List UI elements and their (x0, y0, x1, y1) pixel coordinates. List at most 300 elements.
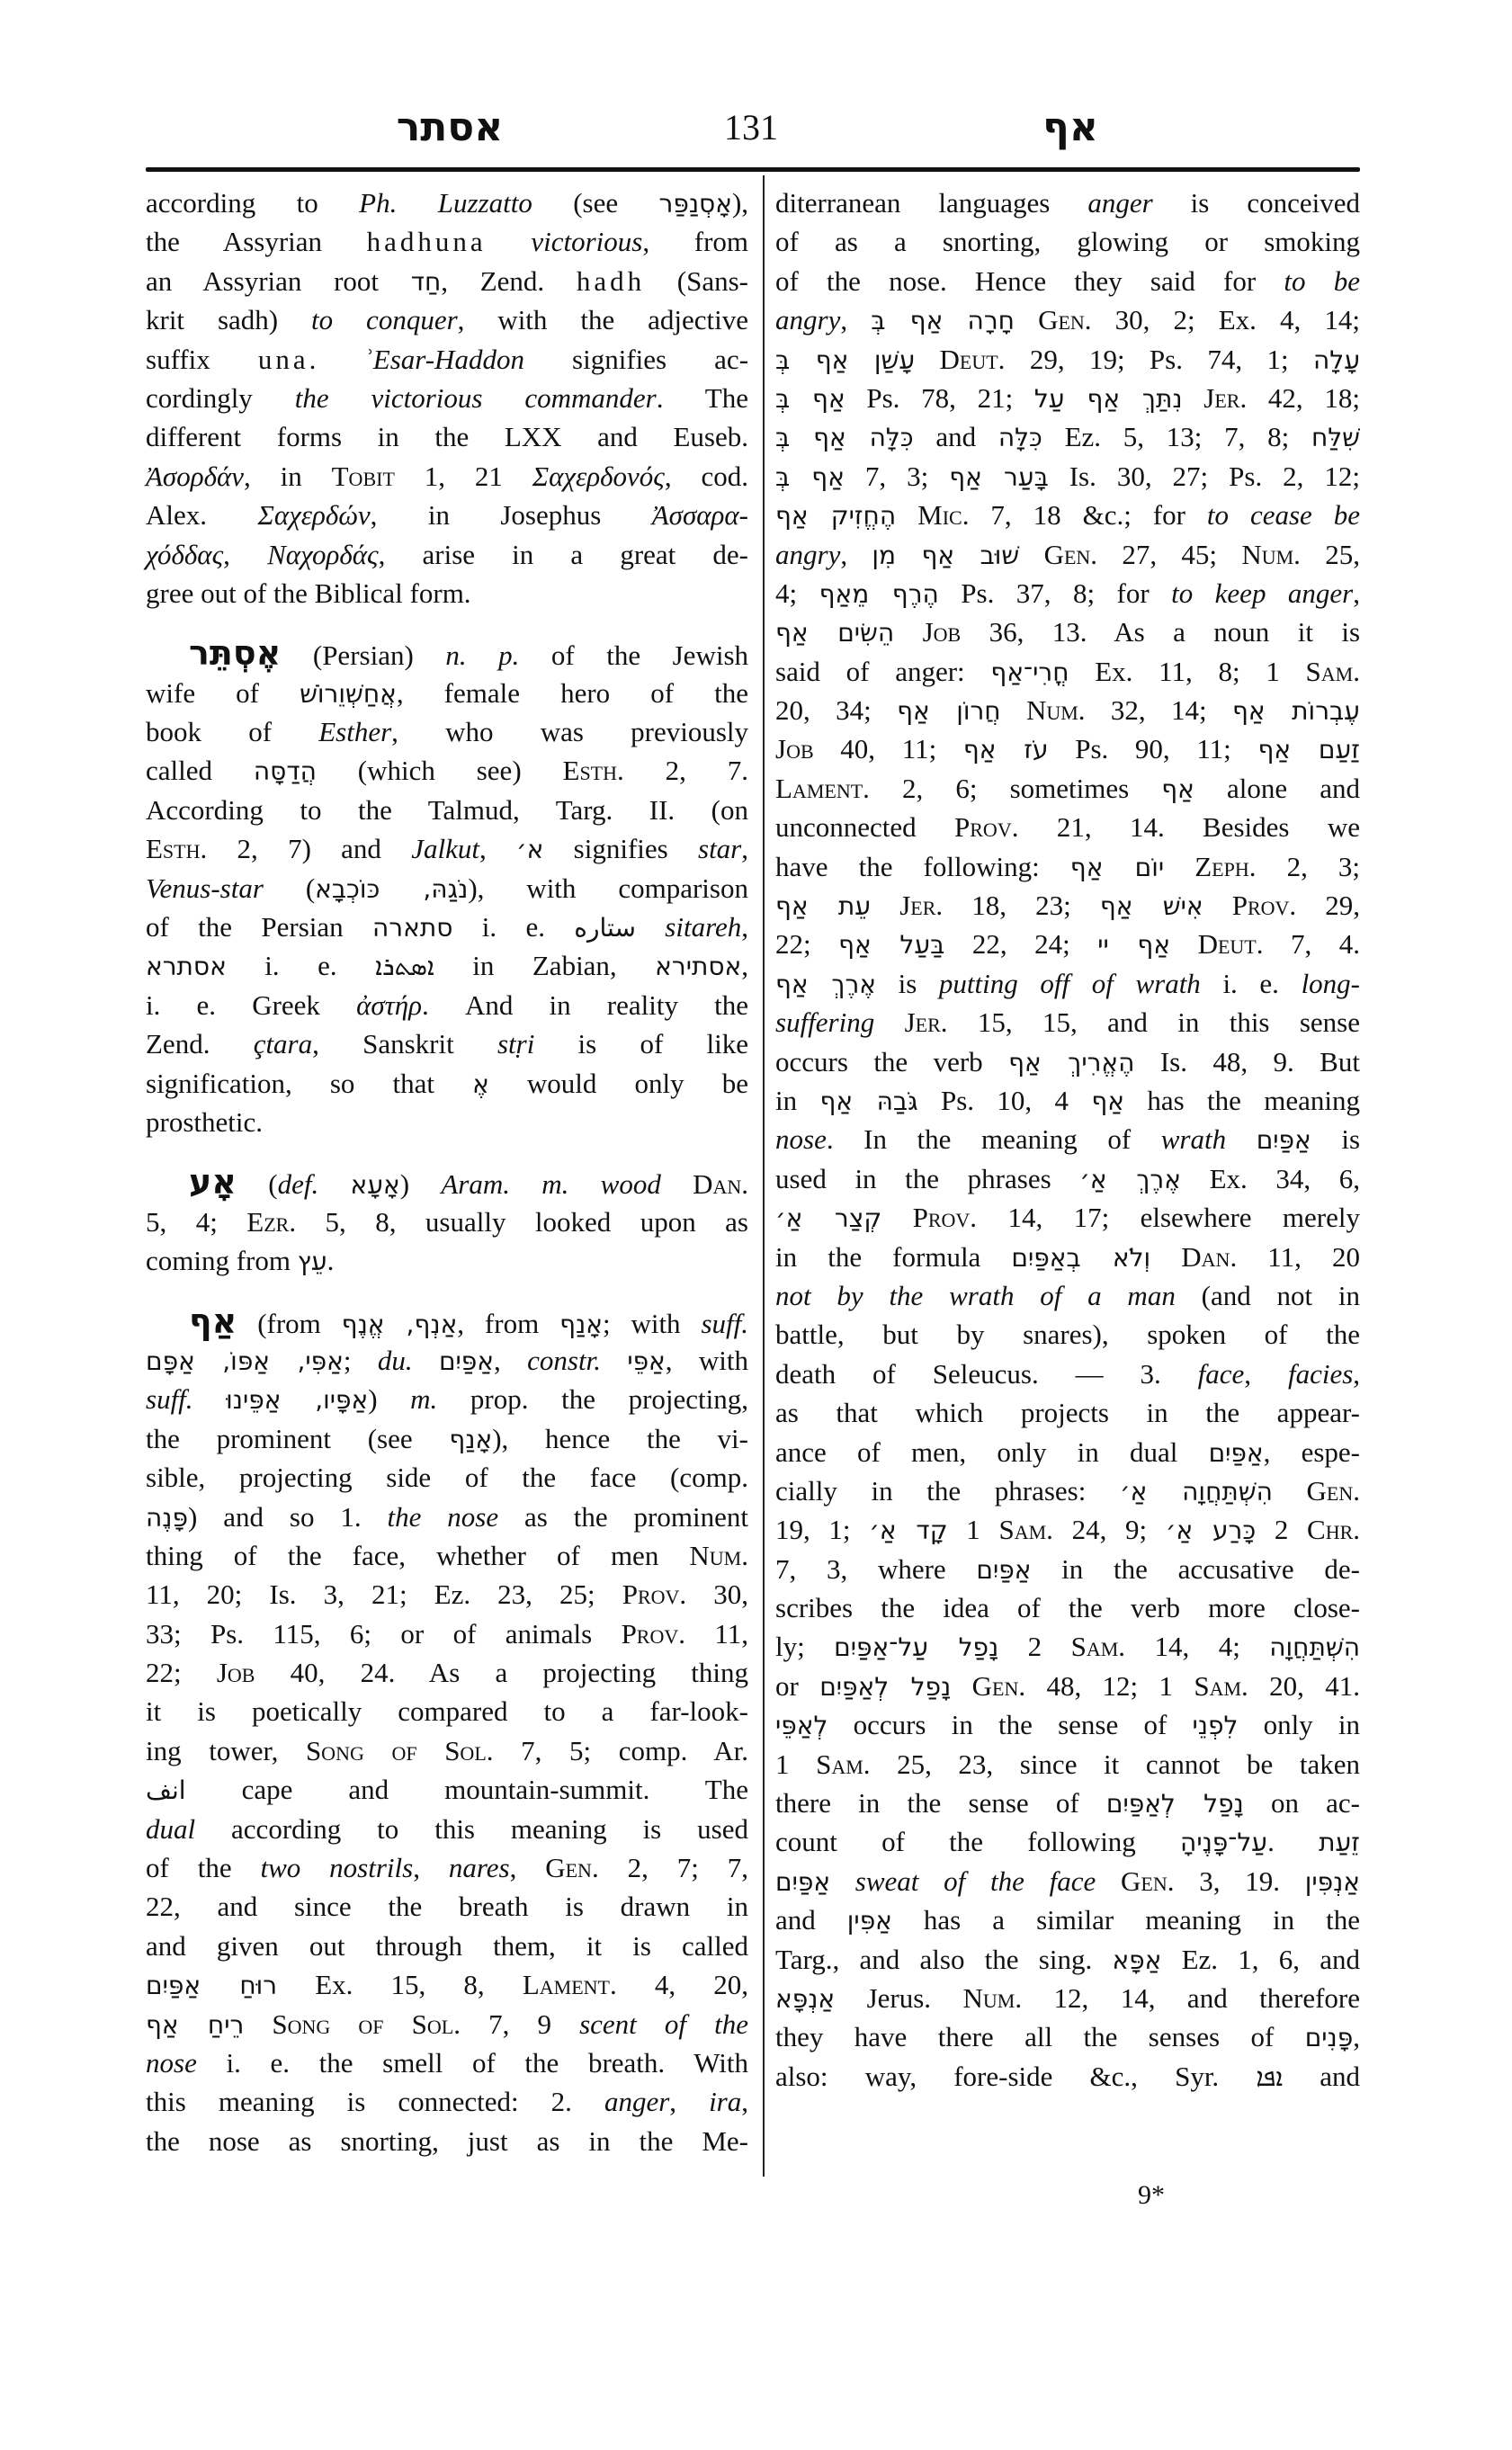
text-segment: 25, 23, since it cannot be taken (870, 1748, 1360, 1780)
hebrew-text: פָּנִים (1304, 2023, 1354, 2053)
book-reference: Sam. (1070, 1631, 1126, 1663)
text-segment: 29, (1296, 890, 1361, 922)
hebrew-text: זַעַם אַף (1257, 735, 1360, 765)
text-segment: , (494, 1344, 528, 1376)
text-line (146, 222, 748, 261)
text-segment: the Assyrian (146, 226, 367, 258)
text-segment: 7, 5; comp. Ar. (493, 1734, 748, 1766)
italic-text: suffering (775, 1006, 875, 1039)
text-segment: suffix (146, 343, 258, 375)
text-segment: it is poetically compared to a far-look- (146, 1695, 748, 1728)
book-reference: Jer. (904, 1006, 948, 1039)
text-segment: , (1244, 1357, 1288, 1390)
text-segment: of the Persian (146, 911, 372, 943)
text-segment: and (775, 1904, 847, 1936)
text-segment: or (775, 1669, 820, 1702)
italic-text: Aram. m. wood (441, 1168, 661, 1201)
text-segment: 20, 41. (1248, 1669, 1361, 1702)
hebrew-text: בָּעַר אַף (949, 461, 1049, 492)
column-divider (763, 175, 765, 2177)
italic-text: def. (277, 1168, 319, 1201)
book-reference: Num. (689, 1539, 748, 1571)
text-segment: (Sans- (645, 264, 748, 297)
text-segment: , female hero of the (396, 676, 749, 709)
book-reference: Tobit (331, 460, 395, 492)
italic-text: the nose (387, 1500, 499, 1533)
text-line (775, 1198, 1360, 1237)
text-segment: is conceived (1152, 187, 1360, 219)
italic-text: angry (775, 304, 841, 336)
text-segment: ance of men, only in dual (775, 1435, 1209, 1468)
text-segment: Ex. 34, 6, (1180, 1162, 1361, 1194)
italic-text: sweat of the face (854, 1864, 1096, 1897)
text-line (775, 1822, 1360, 1861)
text-segment: Ez. 5, 13; 7, 8; (1042, 421, 1311, 453)
text-segment: , from (642, 226, 749, 258)
text-line (775, 1784, 1360, 1822)
hebrew-text: אַפִּין (846, 1906, 892, 1936)
text-segment: , cod. (664, 460, 749, 492)
hebrew-text: הֵשִׂים אַף (775, 618, 895, 648)
text-line (146, 1887, 748, 1926)
hebrew-text: חֲרוֹן אַף (897, 696, 1001, 727)
text-segment (1096, 1865, 1121, 1897)
text-line (775, 1510, 1360, 1549)
text-segment: according to (146, 187, 360, 219)
italic-text: putting off of wrath (938, 967, 1201, 999)
text-segment: different forms in the LXX and Euseb. (146, 421, 748, 453)
text-segment: , (1353, 1357, 1361, 1390)
text-line (146, 1770, 748, 1809)
hebrew-text: ستاره (574, 913, 636, 943)
book-reference: Sam. (1194, 1669, 1248, 1702)
text-segment: Alex. (146, 499, 258, 532)
text-segment: (Persian) (281, 639, 446, 672)
text-segment: wife of (146, 676, 300, 709)
text-segment: has a similar meaning in the (891, 1904, 1360, 1936)
text-line (775, 457, 1360, 496)
headword: אֶסְתֵּר (189, 633, 282, 674)
text-segment: 14, 4; (1125, 1631, 1270, 1663)
text-segment: 7, 3; (844, 460, 950, 492)
text-segment: have the following: (775, 850, 1070, 882)
italic-text: anger (604, 2086, 670, 2118)
text-segment: battle, but by snares), spoken of the (775, 1319, 1360, 1351)
text-segment: the nose as snorting, just as in the Me- (146, 2124, 748, 2157)
text-line (146, 1810, 748, 1848)
text-segment: , with the adjective (457, 304, 748, 336)
text-segment (661, 1168, 693, 1200)
text-segment: 11, (685, 1617, 748, 1650)
text-segment: ), with comparison (468, 872, 748, 904)
text-line (146, 986, 748, 1024)
text-line (775, 1705, 1360, 1744)
text-segment (244, 2008, 272, 2040)
text-segment: 2 (1256, 1514, 1308, 1546)
text-segment: , from (457, 1307, 560, 1339)
text-segment: of the nose. Hence they said for (775, 264, 1284, 297)
hebrew-text: انف (146, 1775, 186, 1806)
hebrew-text: אַפִּי, אַפּוֹ, אַפָּם (146, 1346, 344, 1376)
text-line (146, 908, 748, 946)
text-line (146, 340, 748, 379)
hebrew-text: אֶרֶךְ אַ׳ (1079, 1164, 1181, 1194)
text-segment: , Zend. (441, 264, 577, 297)
text-segment (636, 911, 665, 943)
hebrew-text: נָפַל עַל־אַפַּיִם (834, 1632, 999, 1663)
text-segment: i. e. Greek (146, 988, 357, 1021)
text-line (146, 1241, 748, 1280)
hebrew-text: אָנַף (449, 1424, 493, 1454)
hebrew-text: יוֹם אַף (1069, 852, 1165, 882)
text-segment (601, 1345, 627, 1376)
text-segment: as that which projects in the appear- (775, 1397, 1360, 1429)
text-segment: . (1267, 1826, 1320, 1858)
text-segment: 30, (686, 1578, 748, 1611)
hebrew-text: אַף (1091, 1086, 1124, 1116)
text-segment: the prominent (see (146, 1422, 450, 1454)
text-segment: Ex. 11, 8; 1 (1069, 655, 1306, 687)
text-segment: occurs the verb (775, 1045, 1009, 1077)
hebrew-text: רֵיחַ אַף (146, 2009, 245, 2040)
text-segment: 4; (775, 577, 819, 609)
italic-text: nose (775, 1123, 827, 1156)
text-segment: 1 (775, 1748, 817, 1780)
text-segment: alone and (1194, 772, 1360, 804)
text-segment: used in the phrases (775, 1162, 1080, 1194)
text-line (146, 1419, 748, 1458)
text-segment: only in (1238, 1709, 1360, 1741)
text-line (146, 1653, 748, 1692)
text-line (775, 1745, 1360, 1784)
hebrew-text: גֹּבַהּ אַף (819, 1086, 918, 1116)
book-reference: Gen. (1043, 538, 1098, 570)
text-line (775, 769, 1360, 808)
text-line (146, 300, 748, 339)
text-line (146, 457, 748, 496)
text-segment: ), (731, 187, 749, 219)
text-segment: ), hence the vi- (492, 1422, 748, 1454)
hebrew-text: בַּעַל אַף (838, 930, 945, 961)
text-segment: (and not in (1175, 1279, 1360, 1311)
italic-text: to cease be (1206, 499, 1361, 532)
book-reference: Zeph. (1194, 850, 1257, 882)
text-segment: 2, 7; 7, (598, 1852, 748, 1884)
text-line (146, 1848, 748, 1887)
text-segment: 2, 6; sometimes (869, 772, 1162, 804)
text-line (775, 729, 1360, 768)
hebrew-text: אַף בְּ (775, 383, 845, 414)
text-segment: hadh (576, 264, 646, 297)
text-line (146, 183, 748, 222)
text-segment: , (1353, 2021, 1360, 2053)
text-segment (1019, 539, 1043, 570)
hebrew-text: אֲחַשְׁוֵרוֹשׁ (300, 678, 397, 709)
text-line (146, 496, 748, 534)
text-segment: Targ., and also the sing. (775, 1943, 1113, 1975)
hebrew-text: אַפֵּי (627, 1346, 666, 1376)
text-segment: signification, so that (146, 1067, 473, 1099)
left-column (146, 183, 748, 2160)
text-segment (1015, 304, 1038, 335)
text-segment: , (1353, 577, 1360, 609)
hebrew-text: הֶאֱרִיךְ אַף (1008, 1047, 1135, 1077)
text-segment: 22, 24; (944, 928, 1098, 961)
hebrew-text: אַפַּיִם (976, 1554, 1032, 1585)
text-segment (874, 1006, 904, 1038)
text-segment: . (309, 343, 364, 375)
text-segment: , (413, 1852, 449, 1884)
book-reference: Job (216, 1657, 255, 1689)
text-segment (1001, 694, 1026, 726)
text-segment: 7, 18 &c.; for (969, 499, 1207, 532)
text-segment: as the prominent (498, 1500, 748, 1533)
text-line (775, 847, 1360, 886)
text-segment: 22; (775, 928, 839, 961)
text-segment: 25, (1300, 538, 1360, 570)
text-segment: cially in the phrases: (775, 1474, 1120, 1507)
text-segment: prop. the projecting, (437, 1383, 748, 1416)
text-segment: of the Jewish (519, 639, 749, 672)
text-segment: i. e. the smell of the breath. With (196, 2046, 748, 2079)
hebrew-text: פָּנֶה (146, 1502, 188, 1533)
italic-text: to conquer (311, 304, 458, 336)
text-segment: una (257, 343, 309, 375)
text-line (775, 1042, 1360, 1081)
hebrew-text: אסתרא (146, 952, 227, 982)
italic-text: facies (1287, 1357, 1354, 1390)
book-reference: Lament. (775, 772, 870, 804)
text-line (775, 886, 1360, 925)
book-reference: Gen. (1306, 1474, 1360, 1507)
hebrew-text: א׳ (516, 835, 544, 865)
text-segment: unconnected (775, 811, 955, 844)
hebrew-text: עֵת אַף (775, 891, 872, 922)
hebrew-text: כִּלָּה אַף בְּ (775, 423, 914, 453)
text-segment (1183, 382, 1204, 414)
text-line (775, 417, 1360, 456)
text-segment: 21, 14. Besides we (1018, 811, 1360, 844)
text-segment (894, 616, 922, 648)
text-segment: . The (656, 381, 748, 414)
text-segment: 12, 14, and therefore (1022, 1981, 1360, 2014)
text-line (775, 222, 1360, 261)
text-line (146, 829, 748, 868)
hebrew-text: אָעָא (350, 1170, 400, 1201)
text-segment: 2, 3; (1256, 850, 1361, 882)
text-segment: thing of the face, whether of men (146, 1539, 690, 1571)
text-segment (487, 226, 532, 257)
hebrew-text: עֹז אַף (962, 735, 1049, 765)
book-reference: Chr. (1307, 1514, 1361, 1546)
text-segment: , (741, 2086, 748, 2118)
hebrew-text: לְאַפֵּי (775, 1711, 828, 1741)
text-segment (951, 1670, 971, 1702)
text-line (775, 612, 1360, 651)
text-line (775, 379, 1360, 417)
text-segment (1150, 1241, 1181, 1273)
text-line (146, 1498, 748, 1536)
text-segment (871, 890, 899, 921)
text-line (146, 1927, 748, 1965)
hebrew-text: נָפַל לְאַפַּיִם (819, 1671, 952, 1702)
text-line (146, 869, 748, 908)
text-line (146, 791, 748, 829)
text-segment: sible, projecting side of the face (comp. (146, 1462, 748, 1494)
text-line (775, 1081, 1360, 1120)
text-line (146, 262, 748, 300)
text-segment: 1, 21 (394, 460, 532, 492)
italic-text: Ἀσορδάν (146, 460, 245, 492)
italic-text: du. (377, 1344, 413, 1376)
book-reference: Prov. (622, 1578, 687, 1611)
text-segment: , in Josephus (370, 499, 652, 532)
text-line (146, 946, 748, 985)
text-segment: Is. 48, 9. But (1134, 1045, 1360, 1077)
text-segment (193, 1383, 227, 1415)
text-segment: ( (263, 872, 316, 904)
hebrew-text: הֲדַסָּה (253, 756, 317, 787)
text-segment (896, 499, 917, 531)
text-segment: 2, 7) and (207, 833, 412, 865)
hebrew-text: אַפַּיִם (1208, 1437, 1264, 1468)
hebrew-text: עֶבְרוֹת אַף (1232, 696, 1360, 727)
book-reference: Gen. (1038, 304, 1092, 336)
text-segment (413, 1345, 439, 1376)
text-segment: Ex. 15, 8, (277, 1969, 523, 2001)
text-segment: there in the sense of (775, 1787, 1106, 1820)
italic-text: Venus-star (146, 872, 264, 904)
italic-text: n. p. (445, 639, 520, 672)
text-segment: 30, 2; Ex. 4, 14; (1091, 304, 1361, 336)
text-segment: 7, 9 (460, 2007, 580, 2040)
headword: אָע (189, 1162, 237, 1203)
book-reference: Prov. (954, 811, 1019, 844)
text-segment: 20, 34; (775, 694, 898, 727)
text-segment: Ps. 78, 21; (845, 381, 1034, 414)
italic-text: anger (1087, 187, 1153, 219)
italic-text: Σαχερδονός (532, 460, 665, 492)
text-segment: ) (399, 1168, 442, 1201)
text-line (146, 1103, 748, 1141)
text-segment: , (840, 538, 872, 570)
text-segment: , (741, 950, 748, 982)
text-segment: 1 (947, 1514, 999, 1546)
italic-text: stṛi (497, 1028, 535, 1060)
text-segment: Zend. (146, 1028, 254, 1060)
text-segment: 27, 45; (1097, 538, 1242, 570)
text-segment: Ps. 37, 8; for (938, 577, 1172, 609)
hebrew-text: אַנְפָּא (775, 1983, 836, 2014)
hebrew-text: שִׁלַּח (1311, 423, 1360, 453)
hebrew-text: הִשְׁתַּחֲוָה אַ׳ (1120, 1476, 1273, 1507)
text-segment: is of like (534, 1028, 748, 1060)
italic-text: to keep anger (1171, 577, 1354, 609)
book-reference: Sam. (816, 1748, 871, 1780)
text-segment: 18, 23; (943, 890, 1100, 922)
text-line (775, 1979, 1360, 2017)
text-segment: diterranean languages (775, 187, 1088, 219)
text-segment: , in (244, 460, 332, 492)
text-segment: death of Seleucus. — 3. (775, 1357, 1198, 1390)
text-line (146, 2005, 748, 2043)
italic-text: nose (146, 2046, 197, 2079)
hebrew-text: אַפַּיִם (438, 1346, 495, 1376)
text-segment: ing tower, (146, 1734, 306, 1766)
text-line (775, 1355, 1360, 1393)
text-segment: cape and mountain-summit. The (185, 1774, 748, 1806)
text-segment: (from (237, 1307, 342, 1339)
book-reference: Prov. (1231, 890, 1297, 922)
hebrew-text: אַף (1161, 773, 1194, 804)
text-line (146, 1692, 748, 1730)
hebrew-text: אָנַף (559, 1309, 603, 1339)
text-line (775, 1588, 1360, 1627)
text-segment: occurs in the sense of (828, 1709, 1193, 1741)
text-segment: , (741, 911, 748, 943)
text-segment: 2, 7. (623, 755, 748, 787)
text-line (146, 1458, 748, 1497)
hebrew-text: וְלֹא בְאַפַּיִם (1011, 1242, 1151, 1273)
italic-text: dual (146, 1812, 196, 1845)
entry-headword-line (146, 634, 748, 673)
italic-text: wrath (1160, 1123, 1227, 1156)
text-line (146, 2043, 748, 2082)
text-segment: 48, 12; 1 (1025, 1669, 1194, 1702)
italic-text: sitareh (665, 911, 742, 943)
hebrew-text: אַפָּא (1112, 1945, 1162, 1975)
italic-text: ʾEsar-Haddon (363, 343, 524, 375)
entry-gap (146, 1281, 748, 1302)
hebrew-text: עֵץ (297, 1247, 327, 1277)
text-segment: According to the Talmud, Targ. II. (on (146, 793, 748, 826)
text-line (146, 1203, 748, 1241)
book-reference: Sam. (1305, 655, 1360, 687)
text-segment: Is. 30, 27; Ps. 2, 12; (1048, 460, 1360, 492)
hebrew-text: עַל־פָּנֶיהָ (1180, 1828, 1268, 1858)
hebrew-text: לִפְנֵי (1192, 1711, 1239, 1741)
text-segment (1226, 1123, 1257, 1155)
text-line (775, 1159, 1360, 1198)
entry-headword-line (146, 1302, 748, 1341)
text-line (775, 1393, 1360, 1432)
book-reference: Job (775, 733, 814, 765)
text-line (775, 1667, 1360, 1705)
text-segment: Ps. 90, 11; (1048, 733, 1258, 765)
text-segment: , espe- (1263, 1435, 1361, 1468)
text-segment: 15, 15, and in this sense (947, 1006, 1360, 1039)
italic-text: ira (709, 2086, 742, 2118)
hebrew-text: נֹגַהּ, כּוֹכְבָא (315, 873, 469, 904)
italic-text: angry (775, 538, 841, 570)
text-segment (1203, 890, 1232, 921)
text-segment: 5, 8, usually looked upon as (296, 1205, 748, 1238)
text-line (775, 1862, 1360, 1900)
hebrew-text: רוּחַ אַפַּיִם (146, 1971, 278, 2001)
text-segment: in the formula (775, 1240, 1012, 1273)
hebrew-text: אַפַּיִם (775, 1866, 831, 1897)
text-segment: 36, 13. As a noun it is (961, 616, 1361, 648)
text-line (775, 1940, 1360, 1979)
text-line (146, 379, 748, 417)
text-segment: ) (368, 1383, 411, 1416)
text-segment: hadhuna (366, 226, 487, 258)
hebrew-text: אַפָּיו, אַפֵּינוּ (226, 1385, 369, 1416)
book-reference: Esth. (562, 755, 624, 787)
book-reference: Dan. (1181, 1240, 1238, 1273)
hebrew-text: הֶחֱזִיק אַף (775, 501, 897, 532)
hebrew-text: נִתַּךְ אַף עַל (1033, 383, 1183, 414)
